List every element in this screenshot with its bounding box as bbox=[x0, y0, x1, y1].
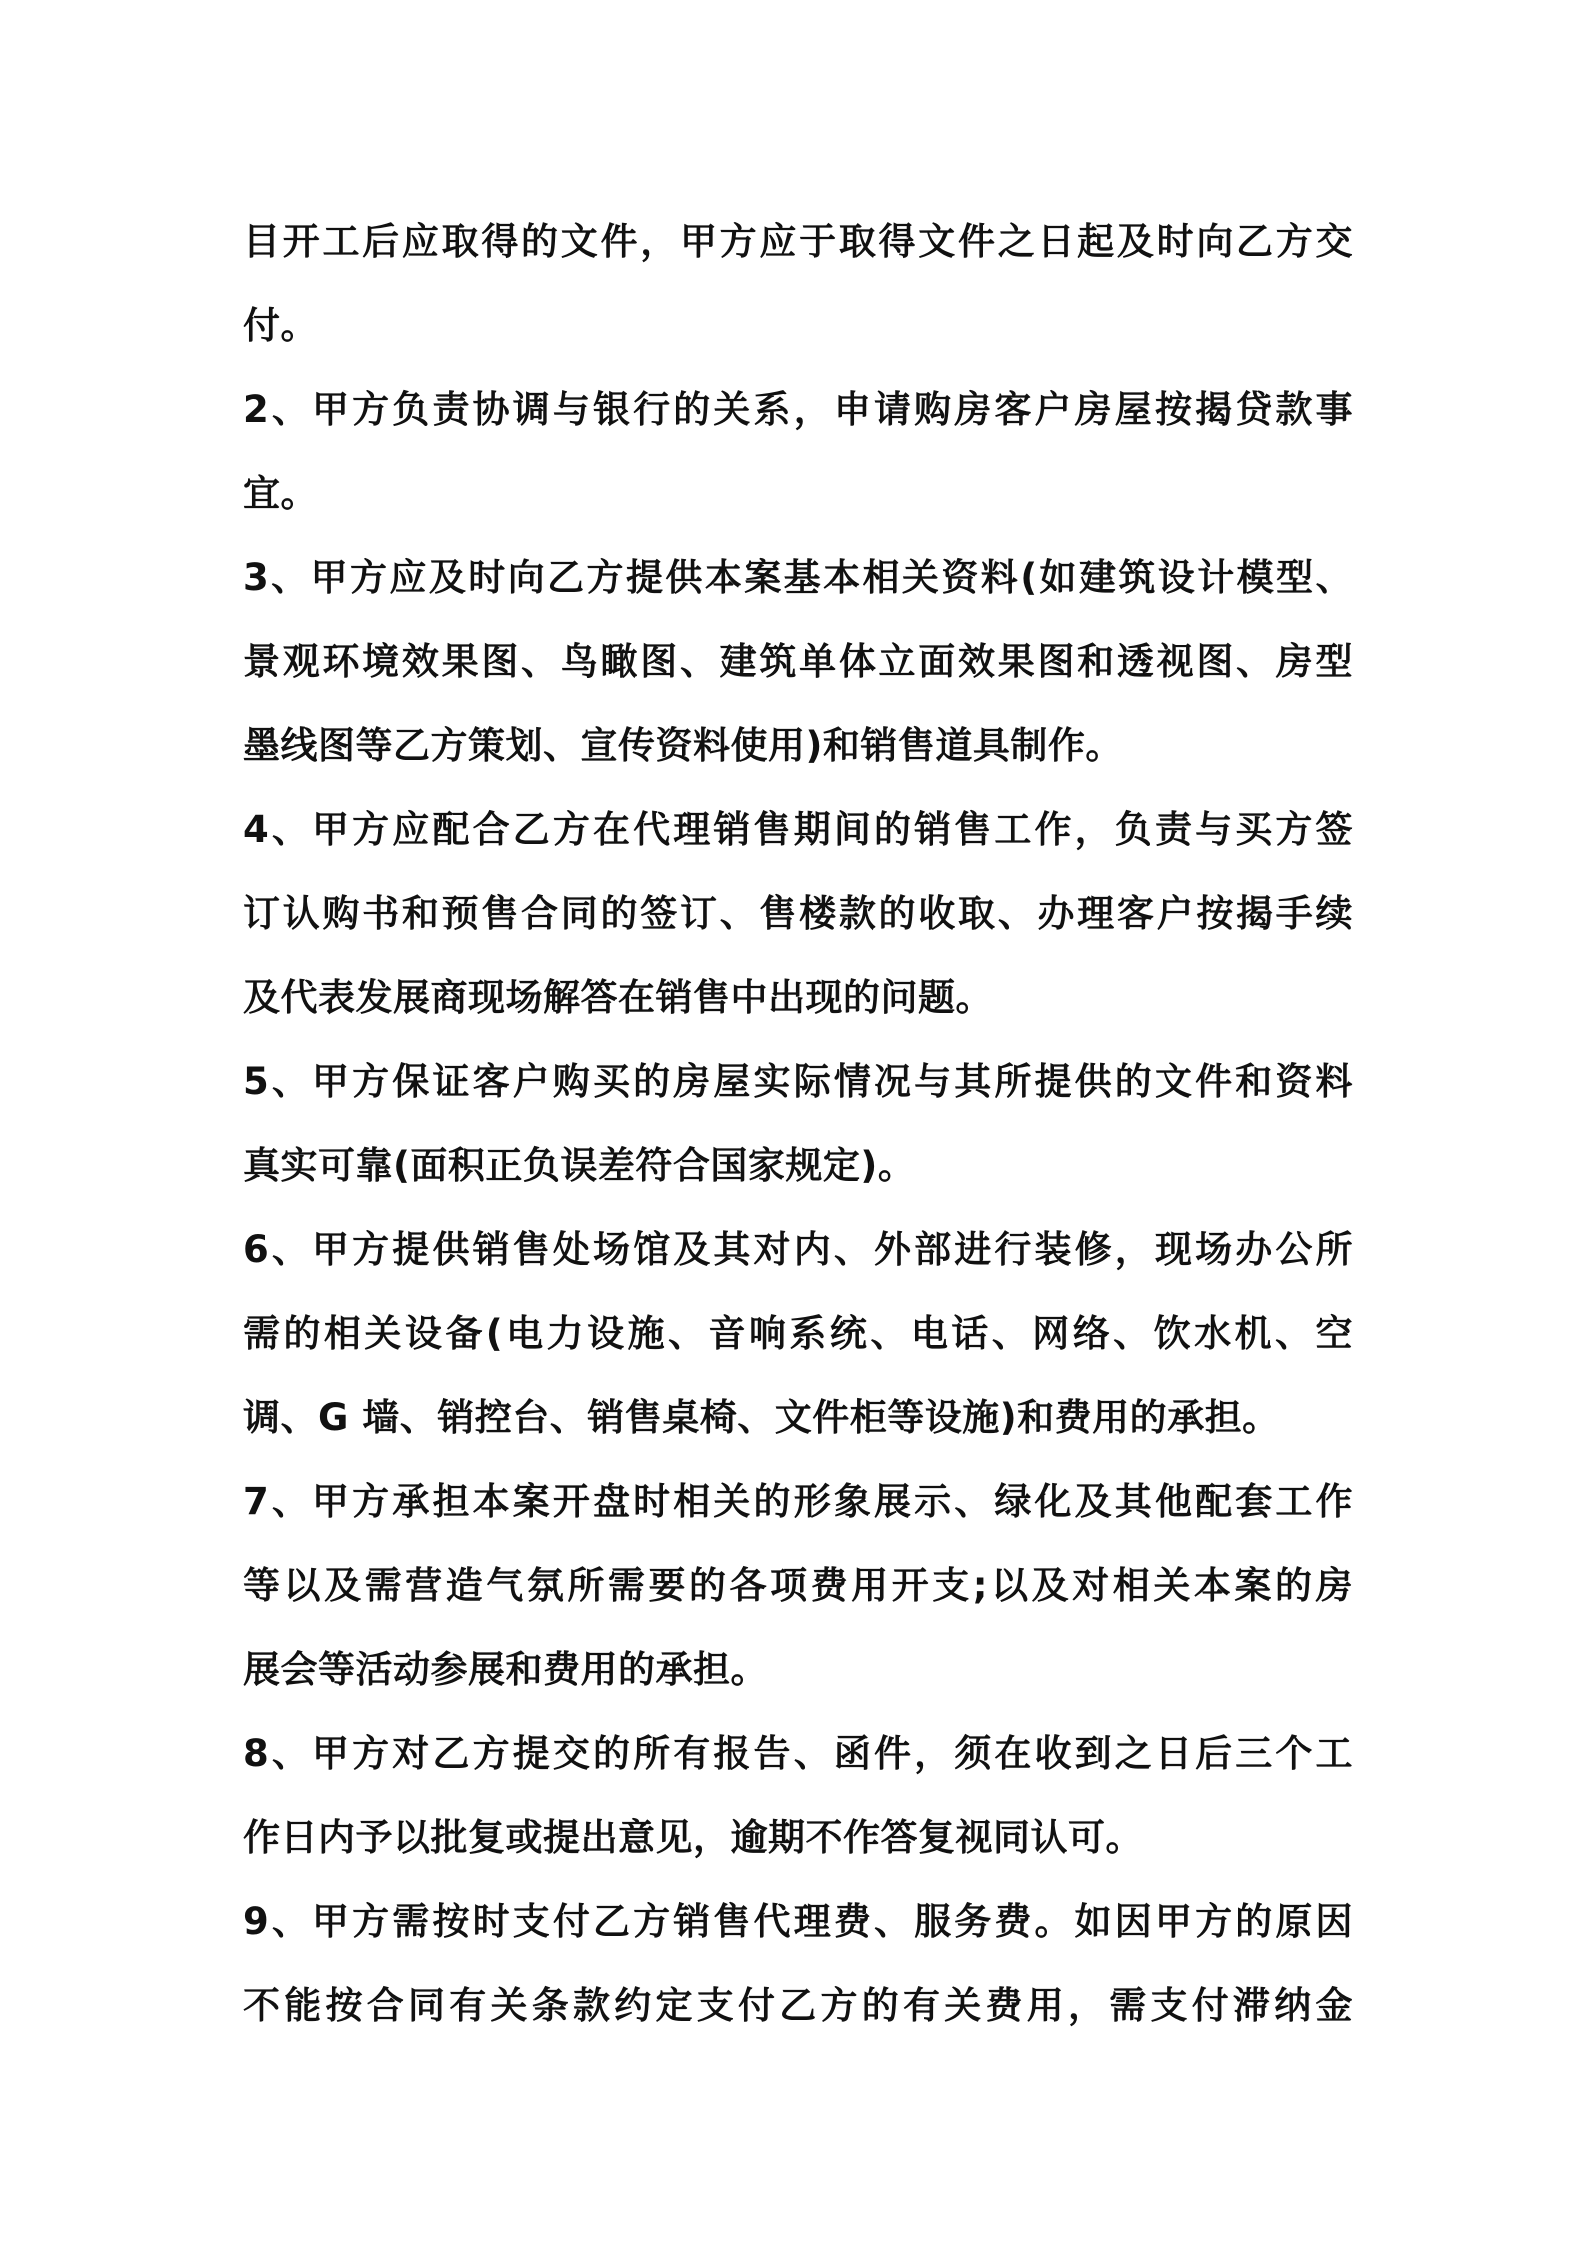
text-line: 目开工后应取得的文件，甲方应于取得文件之日起及时向乙方交 bbox=[243, 220, 1353, 263]
text-line: 付。 bbox=[243, 304, 318, 347]
text-line: 8、甲方对乙方提交的所有报告、函件，须在收到之日后三个工 bbox=[243, 1732, 1353, 1775]
text-line: 作日内予以批复或提出意见，逾期不作答复视同认可。 bbox=[243, 1816, 1143, 1859]
text-line: 景观环境效果图、鸟瞰图、建筑单体立面效果图和透视图、房型 bbox=[243, 640, 1353, 683]
text-line: 不能按合同有关条款约定支付乙方的有关费用，需支付滞纳金 bbox=[243, 1984, 1353, 2027]
text-line: 调、G 墙、销控台、销售桌椅、文件柜等设施)和费用的承担。 bbox=[243, 1396, 1280, 1439]
text-line: 5、甲方保证客户购买的房屋实际情况与其所提供的文件和资料 bbox=[243, 1060, 1353, 1103]
text-line: 宜。 bbox=[243, 472, 318, 515]
text-line: 9、甲方需按时支付乙方销售代理费、服务费。如因甲方的原因 bbox=[243, 1900, 1353, 1943]
text-line: 7、甲方承担本案开盘时相关的形象展示、绿化及其他配套工作 bbox=[243, 1480, 1353, 1523]
text-line: 墨线图等乙方策划、宣传资料使用)和销售道具制作。 bbox=[243, 724, 1123, 767]
document-page bbox=[243, 200, 1353, 2048]
text-line: 展会等活动参展和费用的承担。 bbox=[243, 1648, 768, 1691]
text-line: 订认购书和预售合同的签订、售楼款的收取、办理客户按揭手续 bbox=[243, 892, 1353, 935]
text-line: 3、甲方应及时向乙方提供本案基本相关资料(如建筑设计模型、 bbox=[243, 556, 1353, 599]
text-line: 2、甲方负责协调与银行的关系，申请购房客户房屋按揭贷款事 bbox=[243, 388, 1353, 431]
text-line: 6、甲方提供销售处场馆及其对内、外部进行装修，现场办公所 bbox=[243, 1228, 1353, 1271]
text-line: 及代表发展商现场解答在销售中出现的问题。 bbox=[243, 976, 993, 1019]
text-line: 真实可靠(面积正负误差符合国家规定)。 bbox=[243, 1144, 916, 1187]
text-line: 需的相关设备(电力设施、音响系统、电话、网络、饮水机、空 bbox=[243, 1312, 1353, 1355]
text-line: 等以及需营造气氛所需要的各项费用开支;以及对相关本案的房 bbox=[243, 1564, 1353, 1607]
text-line: 4、甲方应配合乙方在代理销售期间的销售工作，负责与买方签 bbox=[243, 808, 1353, 851]
